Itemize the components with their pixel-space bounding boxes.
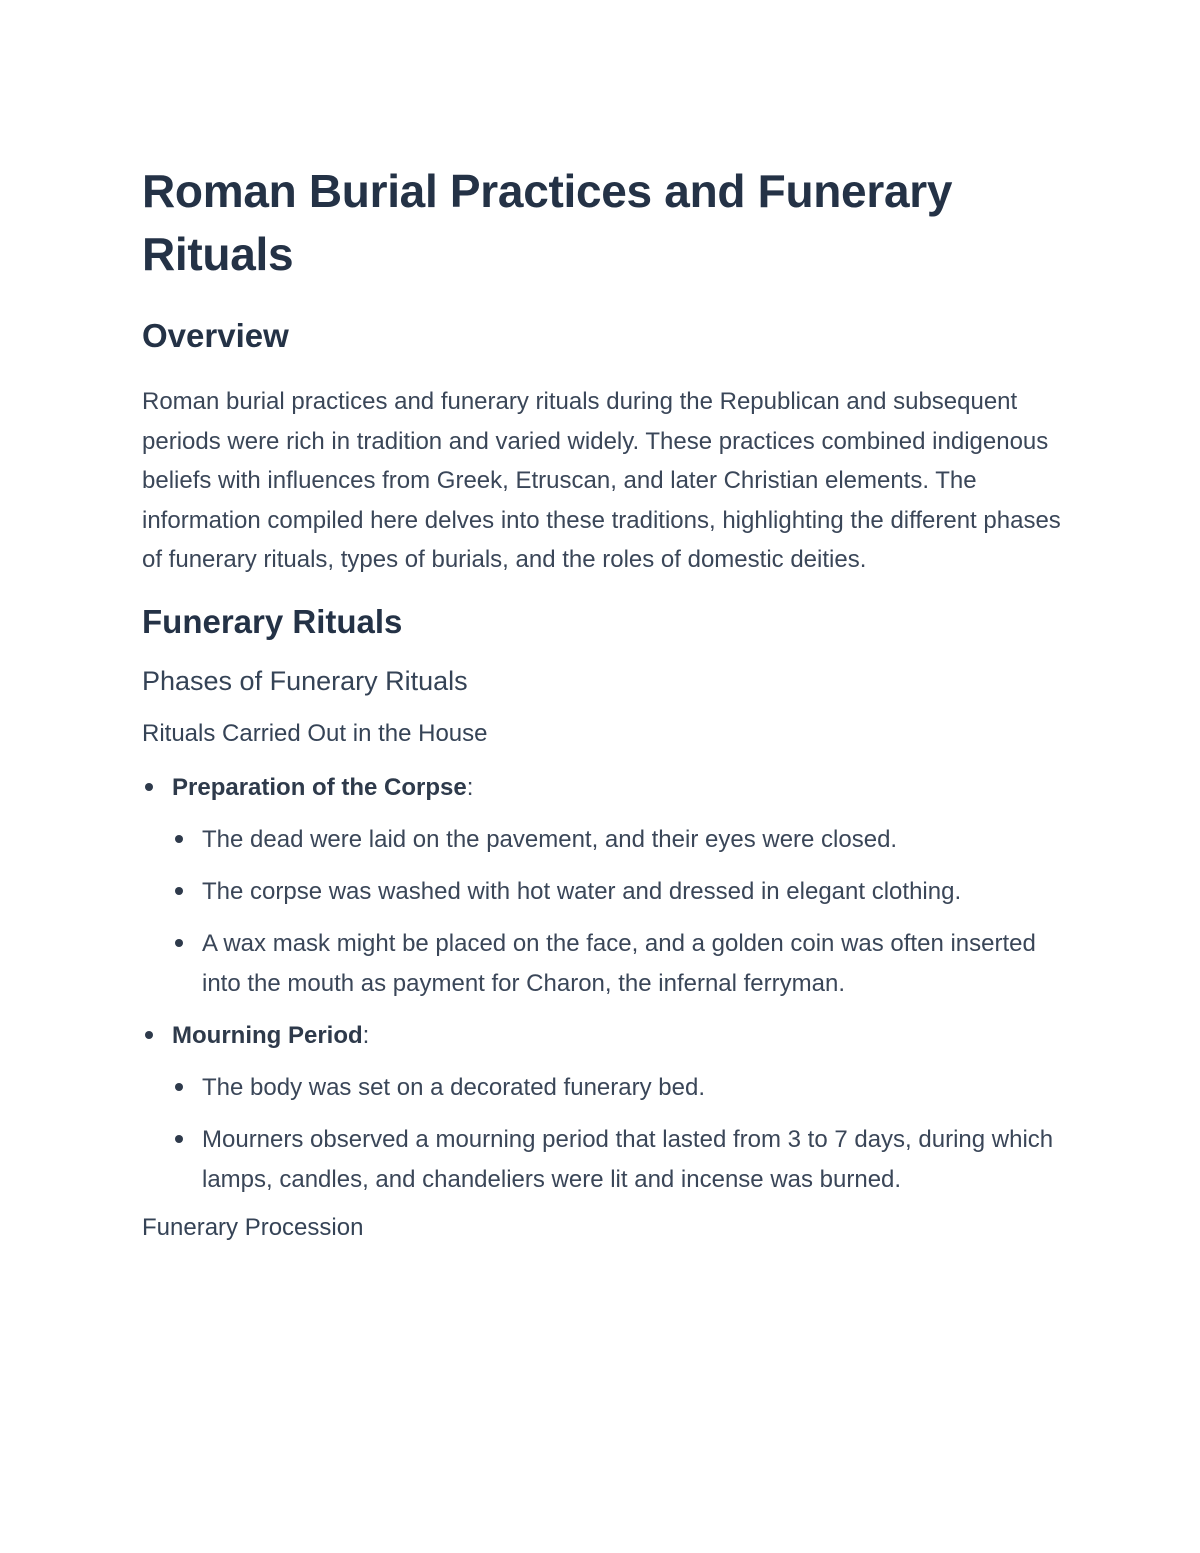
list-item-suffix: : [362, 1021, 370, 1049]
ritual-list [142, 768, 1072, 1200]
document-title: Roman Burial Practices and Funerary Rituals [142, 165, 953, 280]
list-item-preparation [142, 768, 1072, 1004]
list-item: A wax mask might be placed on the face, and a golden coin was often inserted into the mouth as payment for Charon, the infernal ferryman. [172, 924, 1072, 1004]
procession-heading: Funerary Procession [142, 1213, 364, 1241]
list-item: The dead were laid on the pavement, and their eyes were closed. [172, 820, 1072, 860]
sub-list [172, 1068, 1072, 1200]
list-item-mourning [142, 1016, 1072, 1200]
list-item-label: Mourning Period [172, 1021, 363, 1049]
list-item: Mourners observed a mourning period that lasted from 3 to 7 days, during which lamps, candles, and chandeliers were lit and incense was burned. [172, 1120, 1072, 1200]
list-item: The corpse was washed with hot water and dressed in elegant clothing. [172, 872, 1072, 912]
sub-list [172, 820, 1072, 1004]
list-item-label: Preparation of the Corpse [172, 773, 467, 801]
overview-heading: Overview [142, 317, 289, 354]
overview-paragraph: Roman burial practices and funerary rituals during the Republican and subsequent periods were rich in tradition and varied widely. These practices combined indigenous beliefs with influences from Greek, Etruscan, and later Christian elements. The information compiled here delves into these traditions, highlighting the different phases of funerary rituals, types of burials, and the roles of domestic deities. [142, 388, 1061, 574]
list-item-suffix: : [466, 773, 474, 801]
house-rituals-heading: Rituals Carried Out in the House [142, 719, 488, 747]
phases-heading: Phases of Funerary Rituals [142, 665, 468, 696]
list-item: The body was set on a decorated funerary bed. [172, 1068, 1072, 1108]
document-page [142, 160, 1072, 1244]
funerary-rituals-heading: Funerary Rituals [142, 602, 403, 640]
